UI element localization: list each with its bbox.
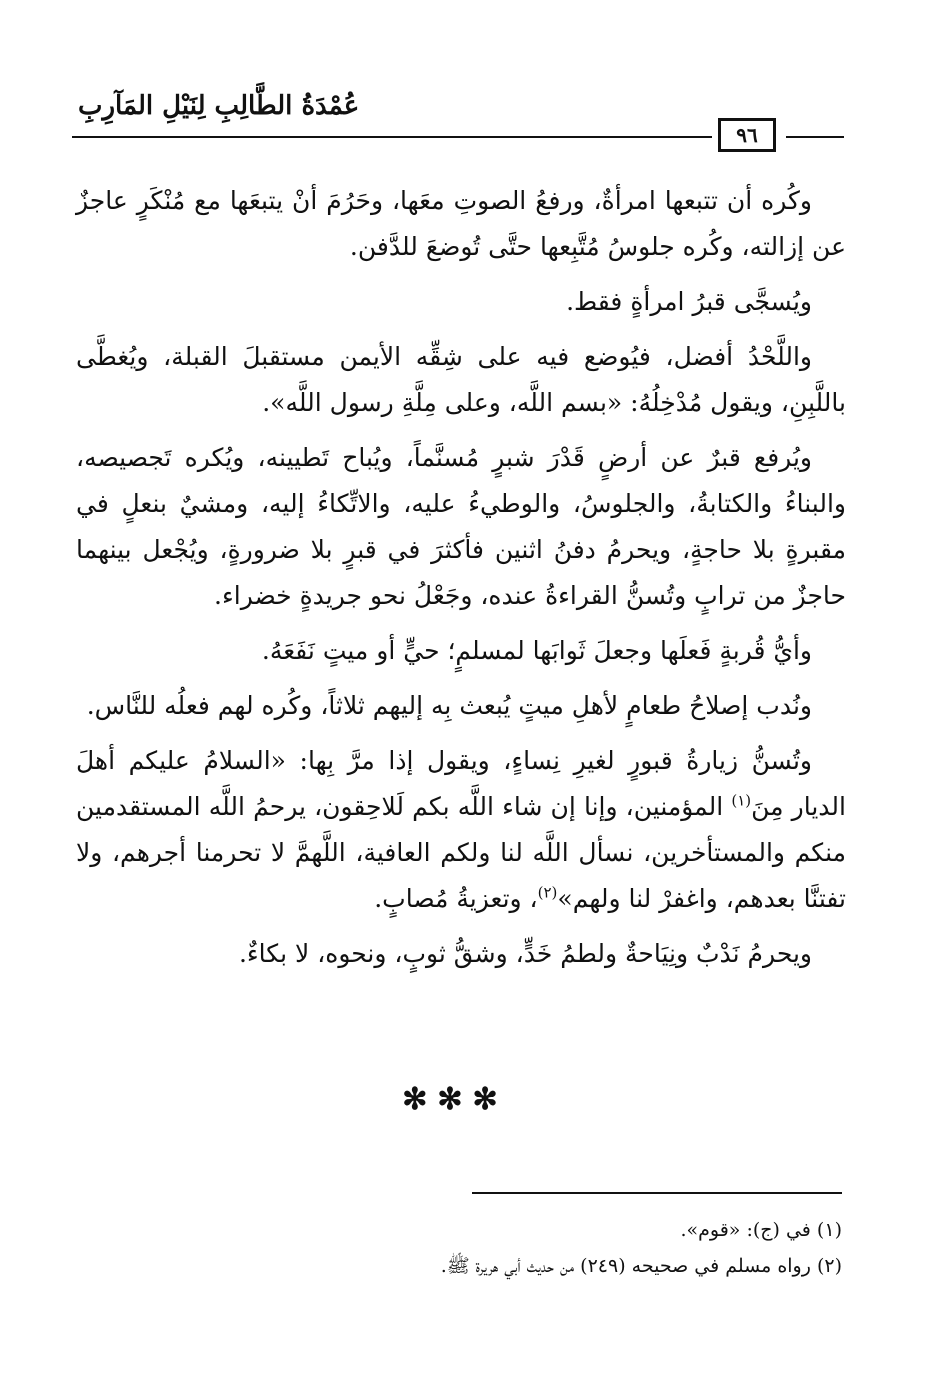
footnote-ref-2: (٢)	[537, 883, 558, 902]
main-text	[76, 178, 846, 986]
paragraph-with-notes	[76, 738, 846, 922]
footnote-rule	[472, 1192, 842, 1194]
paragraph-text: المؤمنين، وإنا إن شاء اللَّه بكم لَلاحِقون، يرحمُ اللَّه المستقدمين منكم والمستأخرين، نسأل اللَّه لنا ولكم العافية، اللَّهمَّ لا تحرمنا أجرهم، ولا تفتنَّا بعدهم، واغفرْ لنا ولهم»	[76, 792, 847, 913]
paragraph: ونُدب إصلاحُ طعامٍ لأهلِ ميتٍ يُبعث بِه إليهم ثلاثاً، وكُره لهم فعلُه للنَّاس.	[86, 691, 812, 720]
paragraph-text: ، وتعزيةُ مُصابٍ.	[374, 884, 538, 913]
footnote: (١) في (ج): «قوم».	[680, 1219, 842, 1241]
footnote: (٢) رواه مسلم في صحيحه (٢٤٩) من حديث أبي هريرة ﷺ.	[440, 1255, 842, 1277]
paragraph: وكُره أن تتبعها امرأةٌ، ورفعُ الصوتِ معَها، وحَرُمَ أنْ يتبعَها مع مُنْكَرٍ عاجزٌ عن إزالته، وكُره جلوسُ مُتَّبِعها حتَّى تُوضعَ للدَّفن.	[76, 186, 846, 261]
paragraph: ويُسجَّى قبرُ امرأةٍ فقط.	[566, 287, 812, 316]
paragraph: وأيُّ قُربةٍ فَعلَها وجعلَ ثَوابَها لمسلمٍ؛ حيٍّ أو ميتٍ نَفَعَهُ.	[261, 636, 812, 665]
section-separator: ✻✻✻	[402, 1082, 508, 1117]
footnotes	[300, 1212, 842, 1284]
paragraph-text: وتُسنُّ زيارةُ قبورٍ لغيرِ نِساءٍ، ويقول إذا مرَّ بِها: «السلامُ عليكم أهلَ الديار مِنَ	[76, 746, 846, 821]
header-rule-right	[786, 136, 844, 138]
paragraph: واللَّحْدُ أفضل، فيُوضع فيه على شِقِّه الأيمن مستقبلَ القبلة، ويُغطَّى باللَّبِنِ، ويقول مُدْخِلُهُ: «بسم اللَّه، وعلى مِلَّةِ رسول اللَّه».	[76, 342, 846, 417]
running-header-title: عُمْدَةُ الطَّالِبِ لِنَيْلِ المَآرِبِ	[78, 91, 360, 121]
paragraph: ويحرمُ نَدْبٌ ونِيَاحةٌ ولطمُ خَدٍّ، وشقُّ ثوبٍ، ونحوه، لا بكاءٌ.	[238, 939, 812, 968]
footnote-ref-1: (١)	[731, 791, 752, 810]
header-rule	[72, 136, 712, 138]
page-number: ٩٦	[718, 118, 776, 152]
paragraph: ويُرفع قبرٌ عن أرضٍ قَدْرَ شبرٍ مُسنَّماً، ويُباح تَطيينه، ويُكره تَجصيصه، والبناءُ والكتابةُ، والجلوسُ، والوطيءُ عليه، والاتِّكاءُ إليه، ومشيٌ بنعلٍ في مقبرةٍ بلا حاجةٍ، ويحرمُ دفنُ اثنين فأكثرَ في قبرٍ بلا ضرورةٍ، ويُجْعل بينهما حاجزٌ من ترابٍ وتُسنُّ القراءةُ عنده، وجَعْلُ نحو جريدةٍ خضراء.	[76, 443, 846, 610]
